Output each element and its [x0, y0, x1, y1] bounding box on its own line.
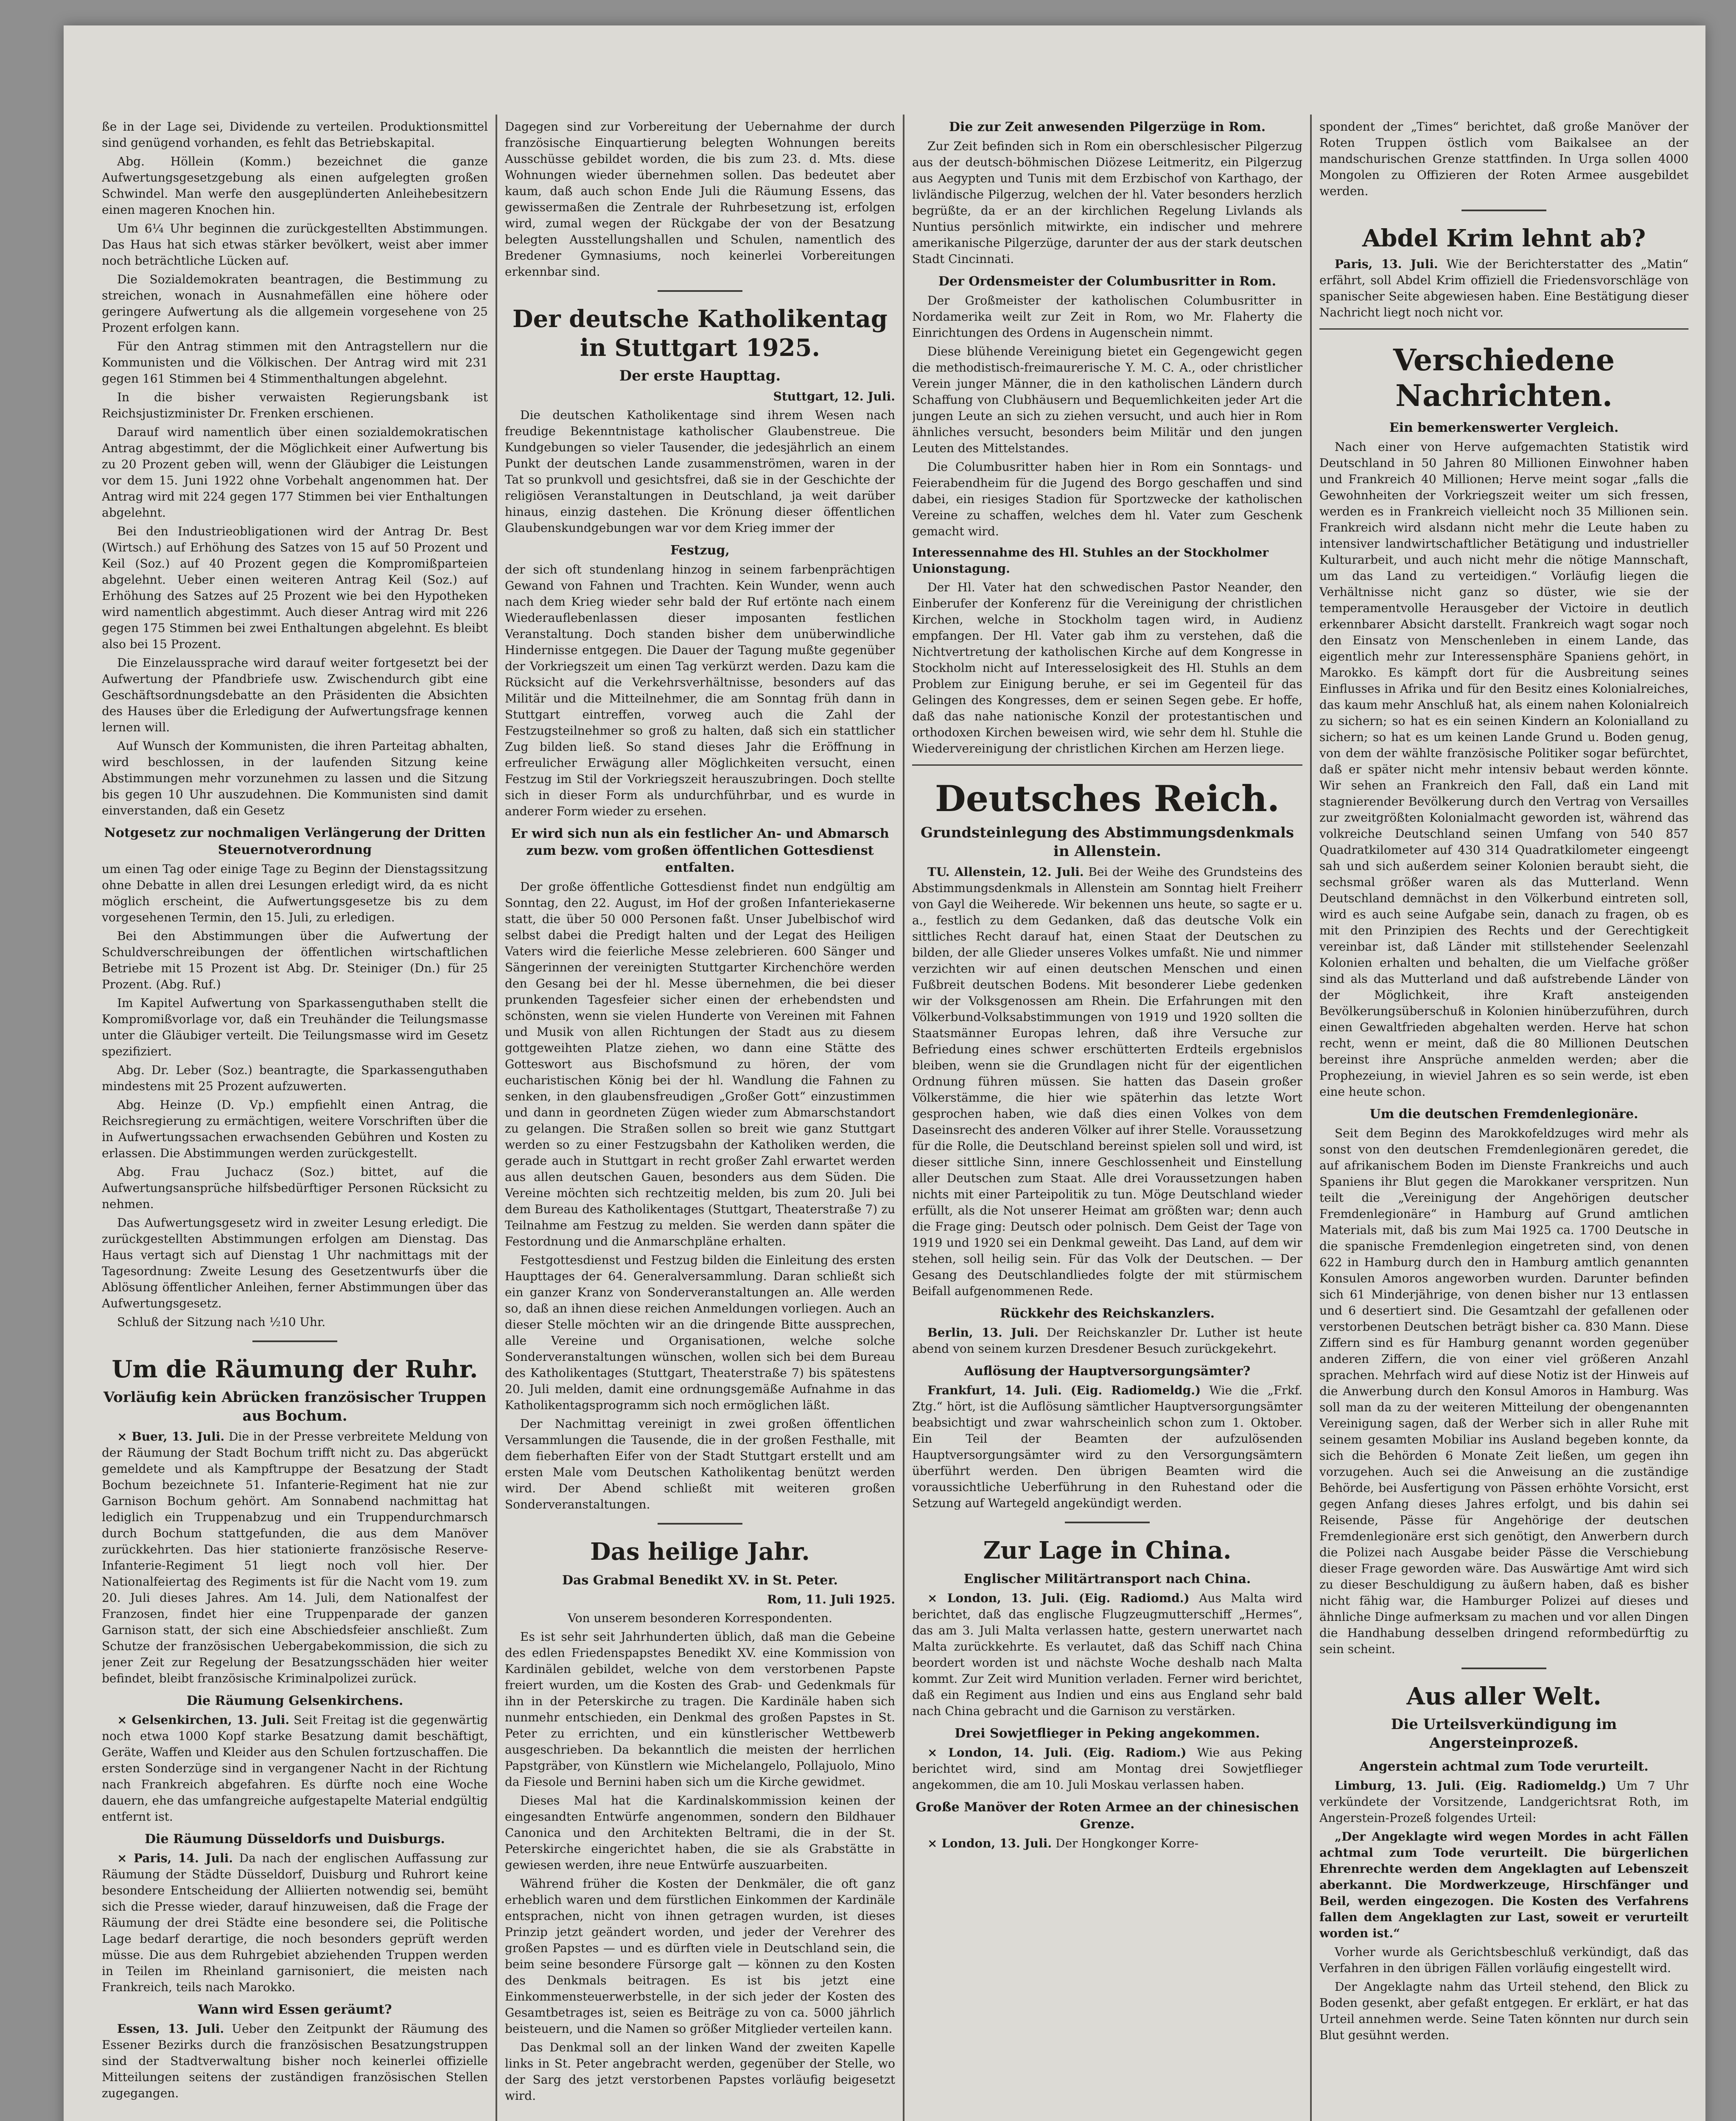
paragraph: „Der Angeklagte wird wegen Mordes in acht Fällen achtmal zum Tode verurteilt. Die bürgerlichen Ehrenrechte werden dem Angeklagten auf Lebenszeit aberkannt. Die Mordwerkzeuge, Hirschfänger und Beil, werden eingezogen. Die Kosten des Verfahrens fallen dem Angeklagten zur Last, soweit er verurteilt worden ist.“: [1319, 1830, 1688, 1940]
paragraph: Aus Malta wird berichtet, daß das englische Flugzeugmutterschiff „Hermes“, das am 3. Juli Malta verlassen hatte, gestern unerwartet nach Malta zurückkehrte. Es verlautet, daß das Schiff nach China beordert worden ist und nächste Woche deshalb nach Malta kommt. Zur Zeit wird Munition verladen. Ferner wird berichtet, daß ein Regiment aus Indien und eins aus England sehr bald nach China gebracht und die Garnison zu verstärken.: [912, 1591, 1302, 1718]
dateline: × London, 14. Juli. (Eig. Radiom.): [927, 1746, 1187, 1760]
subheading: Er wird sich nun als ein festlicher An- und Abmarsch zum bezw. vom großen öffentlichen Gottesdienst entfalten.: [511, 826, 889, 875]
section-headline: Verschiedene Nachrichten.: [1393, 342, 1615, 413]
dateline: × London, 13. Juli.: [927, 1836, 1052, 1850]
paragraph: Die Sozialdemokraten beantragen, die Bestimmung zu streichen, wonach in Ausnahmefällen eine höhere oder geringere Aufwertung als die allgemein vorgesehene von 25 Prozent erfolgen kann.: [102, 272, 488, 335]
paragraph: Der Großmeister der katholischen Columbusritter in Nordamerika weilt zur Zeit in Rom, wo Mr. Flaherty die Einrichtungen des Ordens in Augenschein nimmt.: [912, 294, 1302, 340]
dateline: Essen, 13. Juli.: [117, 2022, 224, 2036]
paragraph: Die Einzelaussprache wird darauf weiter fortgesetzt bei der Aufwertung der Pfandbriefe usw. Zwischendurch gibt eine Geschäftsordnungsdebatte an den Präsidenten die Absichten des Hauses über die Erledigung der Aufwertungsfrage kennen lernen will.: [102, 656, 488, 734]
dateline: Rom, 11. Juli 1925.: [767, 1592, 895, 1606]
paragraph: Schluß der Sitzung nach ½10 Uhr.: [117, 1315, 326, 1329]
column-rule: [1310, 115, 1312, 2121]
column-rule: [903, 115, 904, 2121]
paragraph: Bei den Industrieobligationen wird der Antrag Dr. Best (Wirtsch.) auf Erhöhung des Satzes von 15 auf 50 Prozent und Keil (Soz.) auf 40 Prozent gegen die Kompromißparteien abgelehnt. Ueber einen weiteren Antrag Keil (Soz.) auf Erhöhung des Satzes auf 25 Prozent wie bei den Hypotheken wird namentlich abgestimmt. Auch dieser Antrag wird mit 226 gegen 175 Stimmen bei zwei Enthaltungen abgelehnt. Es bleibt also bei 15 Prozent.: [102, 524, 488, 651]
paragraph: Wie der Berichterstatter des „Matin“ erfährt, soll Abdel Krim offiziell die Friedensvorschläge von spanischer Seite abgewiesen haben. Eine Bestätigung dieser Nachricht liegt noch nicht vor.: [1319, 257, 1688, 319]
column-1: [102, 119, 488, 2121]
paragraph: Wie aus Peking berichtet wird, sind am Montag drei Sowjetflieger angekommen, die am 10. Juli Moskau verlassen haben.: [912, 1746, 1302, 1792]
section-separator: [1462, 210, 1546, 211]
paragraph: Um 7 Uhr verkündete der Vorsitzende, Landgerichtsrat Roth, im Angerstein-Prozeß folgendes Urteil:: [1319, 1779, 1688, 1825]
subheading: Die Räumung Gelsenkirchens.: [186, 1693, 403, 1708]
paragraph: Der Angeklagte nahm das Urteil stehend, den Blick zu Boden gesenkt, aber gefaßt entgegen. Er erklärt, er hat das Urteil annehmen werde. Seine Taten könnten nur durch sein Blut gesühnt werden.: [1319, 1980, 1688, 2042]
section-separator: [912, 764, 1302, 766]
subheading: Interessennahme des Hl. Stuhles an der Stockholmer Unionstagung.: [912, 546, 1269, 576]
article-headline: Der deutsche Katholikentag in Stuttgart 1925.: [512, 305, 888, 362]
subheading: Drei Sowjetflieger in Peking angekommen.: [955, 1726, 1260, 1741]
article-headline: Grundsteinlegung des Abstimmungsdenkmals in Allenstein.: [921, 824, 1294, 860]
paragraph: Der Hongkonger Korre-: [1052, 1836, 1199, 1850]
section-separator: [1462, 1668, 1546, 1669]
newspaper-page: [64, 25, 1705, 2121]
paragraph: Der große öffentliche Gottesdienst findet nun endgültig am Sonntag, den 22. August, im Hof der großen Infanteriekaserne statt, die über 50 000 Personen faßt. Unser Jubelbischof wird selbst dabei die Predigt halten und der Legat des Heiligen Vaters wird die feierliche Messe zelebrieren. 600 Sänger und Sängerinnen der vereinigten Stuttgarter Kirchenchöre werden den Gesang bei der hl. Messe übernehmen, die bei dieser prunkenden Tagesfeier sicher einen der erhebendsten und schönsten, wenn sie vielen Hunderte von Vereinen mit Fahnen und Musik von allen Richtungen der Stadt aus zu diesem gottgeweihten Platze ziehen, wo dann eine Stätte des Gotteswort aus Bischofsmund zu hören, der vom eucharistischen König bei der hl. Wandlung die Fahnen zu senken, in den glaubensfreudigen „Großer Gott“ einzustimmen und dann in geordneten Zügen wieder zum Abmarschstandort zu gelangen. Die Straßen sollen so breit wie ganz Stuttgart werden so zu einer Festzugsbahn der Katholiken werden, die gerade auch in Stuttgart in recht großer Zahl erwartet werden aus allen deutschen Gauen, besonders aus dem Süden. Die Vereine möchten sich rechtzeitig melden, bis zum 20. Juli bei dem Bureau des Katholikentages (Stuttgart, Theaterstraße 7) zu Teilnahme am Festzug zu melden. Sie werden dann später die Festordnung und die Anmarschpläne erhalten.: [505, 880, 895, 1248]
paragraph: Abg. Dr. Leber (Soz.) beantragte, die Sparkassenguthaben mindestens mit 25 Prozent aufzuwerten.: [102, 1063, 488, 1093]
article-subheadline: Das Grabmal Benedikt XV. in St. Peter.: [562, 1573, 838, 1588]
article-subheadline: Englischer Militärtransport nach China.: [963, 1572, 1251, 1587]
paragraph: Das Aufwertungsgesetz wird in zweiter Lesung erledigt. Die zurückgestellten Abstimmungen erfolgen am Dienstag. Das Haus vertagt sich auf Dienstag 1 Uhr nachmittags mit der Tagesordnung: Zweite Lesung des Gesetzentwurfs über die Ablösung öffentlicher Anleihen, ferner Abstimmungen über das Aufwertungsgesetz.: [102, 1216, 488, 1310]
paragraph: spondent der „Times“ berichtet, daß große Manöver der Roten Truppen östlich vom Baikalsee an der mandschurischen Grenze stattfinden. In Urga sollen 4000 Mongolen zu Offizieren der Roten Armee ausgebildet werden.: [1319, 120, 1688, 198]
dateline: Paris, 13. Juli.: [1335, 257, 1438, 271]
byline: Von unserem besonderen Korrespondenten.: [568, 1611, 832, 1625]
article-subheadline: Angerstein achtmal zum Tode verurteilt.: [1359, 1759, 1649, 1774]
paragraph: um einen Tag oder einige Tage zu Beginn der Dienstagssitzung ohne Debatte in allen drei Lesungen erledigt wird, da es nicht möglich erscheint, die Aufwertungsgesetze bis zu dem vorgesehenen Termin, den 15. Juli, zu erledigen.: [102, 862, 488, 924]
subheading: Der Ordensmeister der Columbusritter in Rom.: [938, 274, 1277, 289]
section-separator: [252, 1340, 337, 1342]
article-headline: Abdel Krim lehnt ab?: [1362, 224, 1646, 252]
paragraph: Die deutschen Katholikentage sind ihrem Wesen nach freudige Bekenntnistage katholischer Glaubenstreue. Die Kundgebungen so vieler Tausender, die jedesjährlich an einem Punkt der deutschen Lande zusammenströmen, waren in der Tat so prunkvoll und gesichtsfrei, daß sie in der Geschichte der religiösen Veranstaltungen in Deutschland, ja weit darüber hinaus, einzig dastehen. Die Krönung dieser öffentlichen Glaubenskundgebungen war vor dem Krieg immer der: [505, 408, 895, 535]
subheading: Ein bemerkenswerter Vergleich.: [1389, 420, 1619, 435]
subheading: Wann wird Essen geräumt?: [198, 2002, 392, 2017]
paragraph: Wie die „Frkf. Ztg.“ hört, ist die Auflösung sämtlicher Hauptversorgungsämter beabsichtigt und zwar wahrscheinlich schon zum 1. Oktober. Ein Teil der Beamten der aufzulösenden Hauptversorgungsämter wird zu den Versorgungsämtern überführt werden. Den übrigen Beamten wird die voraussichtliche Ueberführung in den Ruhestand oder die Setzung auf Wartegeld angekündigt werden.: [912, 1383, 1302, 1510]
section-headline: Aus aller Welt.: [1406, 1682, 1602, 1710]
paragraph: Seit Freitag ist die gegenwärtig noch etwa 1000 Kopf starke Besatzung damit beschäftigt, Geräte, Waffen und Kleider aus den Schulen fortzuschaffen. Die ersten Sonderzüge sind in vergangener Nacht in der Richtung nach Frankreich abgefahren. Es dürfte noch eine Woche dauern, ehe das umfangreiche aufgestapelte Material endgültig entfernt ist.: [102, 1713, 488, 1824]
dateline: × Paris, 14. Juli.: [117, 1851, 233, 1865]
paragraph: Bei den Abstimmungen über die Aufwertung der Schuldverschreibungen der öffentlichen wirtschaftlichen Betriebe mit 15 Prozent ist Abg. Dr. Steiniger (Dn.) für 25 Prozent. (Abg. Ruf.): [102, 929, 488, 991]
paragraph: Für den Antrag stimmen mit den Antragstellern nur die Kommunisten und die Völkischen. Der Antrag wird mit 231 gegen 161 Stimmen bei 4 Stimmenthaltungen abgelehnt.: [102, 339, 488, 386]
dateline: × London, 13. Juli. (Eig. Radiomd.): [927, 1591, 1190, 1605]
section-separator: [658, 290, 742, 292]
paragraph: Dagegen sind zur Vorbereitung der Uebernahme der durch französische Einquartierung belegten Wohnungen bereits Ausschüsse gebildet worden, die bis zum 23. d. Mts. diese Wohnungen wieder übernehmen sollen. Das bedeutet aber kaum, daß auch schon Ende Juli die Räumung Essens, das gewissermaßen die Zentrale der Ruhrbesetzung ist, erfolgen wird, zumal wegen der Rückgabe der von der Besatzung belegten Ausstellungshallen und Schulen, namentlich des Bredener Gymnasiums, noch keinerlei Vorbereitungen erkennbar sind.: [505, 120, 895, 279]
section-headline: Deutsches Reich.: [935, 778, 1280, 820]
section-separator: [658, 1523, 742, 1525]
paragraph: Nach einer von Herve aufgemachten Statistik wird Deutschland in 50 Jahren 80 Millionen Einwohner haben und Frankreich 40 Millionen; Herve meint sogar „falls die Gewohnheiten der Vorkriegszeit weiter um sich fressen, werden es in Frankreich vielleicht noch 35 Millionen sein. Frankreich wird alsdann nicht mehr die Leute haben zu intensiver landwirtschaftlicher Betätigung und industrieller Kulturarbeit, und auch nicht mehr die nötige Mannschaft, um das Land zu verteidigen.“ Vorläufig liegen die Verhältnisse nicht ganz so düster, wie sie der temperamentvolle Herausgeber der Victoire in deutlich erkennbarer Absicht darstellt. Frankreich wagt sogar noch den Einsatz von Menschenleben in einem Lande, das eigentlich mehr zur Interessensphäre Spaniens gehört, in Marokko. Es kämpft dort für die Ausbreitung seines Einflusses in Afrika und für den Besitz eines Kolonialreiches, das kaum mehr Anschluß hat, als einem nahen Kolonialreich zu sichern; so hat es ein seinen Kindern an Kolonialland zu sichern; so hat es um keinen Lande Grund u. Boden genug, von dem der wählte französische Politiker sogar befürchtet, daß er später nicht mehr intensiv bebaut werden könnte. Wir sehen an Frankreich den Fall, daß ein Land mit stagnierender Bevölkerung durch den Vertrag von Versailles zur zweitgrößten Kolonialmacht geworden ist, während das volkreiche Deutschland seinen Umfang von 540 857 Quadratkilometer auf 430 314 Quadratkilometer eingeengt sah und sich außerdem seiner Kolonien beraubt sieht, die sechsmal größer waren als das Mutterland. Wenn Deutschland demnächst in den Völkerbund eintreten soll, wird es auch seine Aufgabe sein, danach zu fragen, ob es mit den Prinzipien des Rechts und der Gerechtigkeit vereinbar ist, daß Länder mit stillstehender Seelenzahl Kolonien erhalten und behalten, die um Vielfache größer sind als das Mutterland und daß aufstrebende Länder von der Möglichkeit, ihre Kraft ansteigenden Bevölkerungsüberschuß in Kolonien hinüberzuführen, durch einen Gewaltfrieden abgehalten werden. Herve hat schon recht, wenn er meint, daß die 80 Millionen Deutschen bereinst ihre Ansprüche anmelden werden; aber die Prophezeiung, in wieviel Jahren es so sein werde, ist eben eine heute schon.: [1319, 440, 1688, 1099]
subheading: Die Räumung Düsseldorfs und Duisburgs.: [145, 1832, 445, 1847]
subheading: Um die deutschen Fremdenlegionäre.: [1369, 1107, 1638, 1122]
article-subheadline: Der erste Haupttag.: [619, 367, 781, 384]
subheading: Notgesetz zur nochmaligen Verlängerung der Dritten Steuernotverordnung: [104, 825, 486, 857]
paragraph: Das Denkmal soll an der linken Wand der zweiten Kapelle links in St. Peter angebracht werden, gegenüber der Stelle, wo der Sarg des jetzt verstorbenen Papstes vorläufig beigesetzt wird.: [505, 2040, 895, 2103]
paragraph: Im Kapitel Aufwertung von Sparkassenguthaben stellt die Kompromißvorlage vor, daß ein Treuhänder die Teilungsmasse unter die Gläubiger verteilt. Die Teilungsmasse wird im Gesetz spezifiziert.: [102, 996, 488, 1058]
paragraph: Zur Zeit befinden sich in Rom ein oberschlesischer Pilgerzug aus der deutsch-böhmischen Diözese Leitmeritz, ein Pilgerzug aus Aegypten und Tunis mit dem Erzbischof von Karthago, der livländische Pilgerzug, welchen der hl. Vater besonders herzlich begrüßte, da er an der kirchlichen Regelung Livlands als Nuntius persönlich mitwirkte, ein indischer und mehrere amerikanische Pilgerzüge, darunter der aus der stark deutschen Stadt Cincinnati.: [912, 139, 1302, 266]
dateline: Frankfurt, 14. Juli. (Eig. Radiomeldg.): [927, 1383, 1201, 1397]
paragraph: Da nach der englischen Auffassung zur Räumung der Städte Düsseldorf, Duisburg und Ruhrort keine besondere Entscheidung der Alliierten notwendig sei, bemüht sich die Presse wieder, darauf hinzuweisen, daß die Frage der Räumung der drei Städte eine besondere sei, die Politische Lage bedarf derartige, die noch besonders geprüft werden müsse. Die aus dem Ruhrgebiet abziehenden Truppen werden in Teilen im Rheinland garnisoniert, die meisten nach Frankreich, teils nach Marokko.: [102, 1851, 488, 1994]
paragraph: Abg. Heinze (D. Vp.) empfiehlt einen Antrag, die Reichsregierung zu ermächtigen, weitere Vorschriften über die in Aufwertungssachen erwachsenden Gebühren und Kosten zu erlassen. Die Abstimmungen werden zurückgestellt.: [102, 1098, 488, 1160]
dateline: Stuttgart, 12. Juli.: [773, 389, 895, 403]
paragraph: Abg. Frau Juchacz (Soz.) bittet, auf die Aufwertungsansprüche hilfsbedürftiger Personen Rücksicht zu nehmen.: [102, 1165, 488, 1211]
paragraph: Der Hl. Vater hat den schwedischen Pastor Neander, den Einberufer der Konferenz für die Vereinigung der christlichen Kirchen, welche in Stockholm tagen wird, in Audienz empfangen. Der Hl. Vater gab ihm zu verstehen, daß die Nichtvertretung der katholischen Kirche auf dem Kongresse in Stockholm nicht auf Interesselosigkeit des Hl. Stuhls an dem Problem zur Einigung beruhe, er sei im Gegenteil für das Gelingen des Kongresses, dem er seinen Segen gebe. Er hoffe, daß das nahe nationische Konzil der protestantischen und orthodoxen Kirchen beweisen wird, wie sehr dem hl. Stuhle die Wiedervereinigung der christlichen Kirchen am Herzen liege.: [912, 580, 1302, 756]
paragraph: ße in der Lage sei, Dividende zu verteilen. Produktionsmittel sind genügend vorhanden, es fehlt das Betriebskapital.: [102, 120, 488, 150]
paragraph: Die in der Presse verbreitete Meldung von der Räumung der Stadt Bochum trifft nicht zu. Das abgerückt gemeldete und als Kampftruppe der Besatzung der Stadt Bochum bezeichnete 51. Infanterie-Regiment hat nie zur Garnison Bochum gehört. Am Sonnabend nachmittag hat lediglich ein Truppenabzug und ein Truppendurchmarsch durch Bochum stattgefunden, die aus dem Manöver zurückkehrten. Das hier stationierte französische Reserve-Infanterie-Regiment 51 liegt noch voll hier. Der Nationalfeiertag des Regiments ist für die Nacht vom 19. zum 20. Juli dieses Jahres. Am 14. Juli, dem Nationalfest der Franzosen, findet hier eine Truppenparade der ganzen Garnison statt, der sich eine Abschiedsfeier anschließt. Zum Schutze der französischen Uebergabekommission, die sich zu jener Zeit zur Regelung der Besatzungsschäden hier weiter befindet, bleibt französische Kriminalpolizei zurück.: [102, 1430, 488, 1685]
paragraph: Auf Wunsch der Kommunisten, die ihren Parteitag abhalten, wird beschlossen, in der laufenden Sitzung keine Abstimmungen mehr vorzunehmen zu lassen und die Sitzung bis gegen 10 Uhr auszudehnen. Die Kommunisten sind damit einverstanden, daß ein Gesetz: [102, 739, 488, 817]
paragraph: Der Nachmittag vereinigt in zwei großen öffentlichen Versammlungen die Tausende, die in der großen Festhalle, mit dem fieberhaften Eifer von der Stadt Stuttgart erstellt und am ersten Male vom Deutschen Katholikentag benützt werden wird. Der Abend schließt mit weiteren großen Sonderveranstaltungen.: [505, 1417, 895, 1511]
section-separator: [1065, 1522, 1150, 1523]
section-separator: [1319, 328, 1688, 330]
article-headline: Die Urteilsverkündigung im Angersteinprozeß.: [1391, 1716, 1617, 1752]
column-4: [1319, 119, 1688, 2121]
paragraph: Bei der Weihe des Grundsteins des Abstimmungsdenkmals in Allenstein am Sonntag hielt Freiherr von Gayl die Weiherede. Wir bekennen uns heute, so sagte er u. a., festlich zu dem Gedanken, daß das deutsche Volk ein sittliches Recht darauf hat, einen Staat der Deutschen zu bilden, der alle Glieder unseres Volkes umfaßt. Nie und nimmer verzichten wir auf einen deutschen Menschen und einen Fußbreit deutschen Bodens. Mit besonderer Liebe gedenken wir der Volksgenossen am Rhein. Die Erfahrungen mit den Völkerbund-Volksabstimmungen von 1919 und 1920 sollten die Staatsmänner Europas lehren, daß ihre Versuche zur Befriedung eines schwer erschütterten Erdteils ergebnislos bleiben, wenn sie die Grundlagen nicht für der eigentlichen Ordnung führen müssen. Sie hatten das Dasein großer Völkerstämme, die hier wie späterhin das letzte Wort gesprochen haben, wie daß dies einen Volkes von dem Daseinsrecht des anderen Völker auf ihrer Stelle. Voraussetzung für die Rolle, die Deutschland bereinst spielen soll und wird, ist dieser sittliche Sinn, innere Geschlossenheit und Einstellung aller Deutschen zum Staat. Alle drei Voraussetzungen haben nichts mit einer Parteipolitik zu tun. Möge Deutschland wieder erfüllt, als die Not unserer Heimat am größten war; denn auch die Frage ging: Deutsch oder polnisch. Dem Geist der Tage von 1919 und 1920 sei ein Denkmal geweiht. Das Land, auf dem wir stehen, soll heilig sein. Für das Volk der Deutschen. — Der Gesang des Deutschlandliedes folgte der mit stürmischem Beifall aufgenommenen Rede.: [912, 865, 1302, 1298]
subheading: Die zur Zeit anwesenden Pilgerzüge in Rom.: [949, 120, 1266, 134]
column-2: [505, 119, 895, 2121]
paragraph: Es ist sehr seit Jahrhunderten üblich, daß man die Gebeine des edlen Friedenspapstes Benedikt XV. eine Kommission von Kardinälen gebildet, welche von dem verstorbenen Papste freiert wurden, um die Kosten des Grab- und Gedenkmals für ihn in der Peterskirche zu tragen. Die Kardinäle haben sich nunmehr entschieden, ein Denkmal des großen Papstes in St. Peter zu errichten, und ein künstlerischer Wettbewerb ausgeschrieben. Da bekanntlich die meisten der herrlichen Papstgräber, von Künstlern wie Michelangelo, Pollajuolo, Mino da Fiesole und Bernini haben sich um die Kirche gewidmet.: [505, 1630, 895, 1789]
dateline: Berlin, 13. Juli.: [927, 1326, 1039, 1340]
column-rule: [496, 115, 497, 2121]
article-subheadline: Vorläufig kein Abrücken französischer Truppen aus Bochum.: [103, 1389, 487, 1424]
dateline: × Buer, 13. Juli.: [117, 1430, 225, 1444]
paragraph: Diese blühende Vereinigung bietet ein Gegengewicht gegen die methodistisch-freimaurerische Y. M. C. A., oder christlicher Verein junger Männer, die in den katholischen Ländern durch Schaffung von Clubhäusern und Bequemlichkeiten jeder Art die jungen Leute an sich zu ziehen versucht, und auch hier in Rom ähnliches versucht, besonders beim Militär und den jungen Leuten des Mittelstandes.: [912, 344, 1302, 455]
paragraph: In die bisher verwaisten Regierungsbank ist Reichsjustizminister Dr. Frenken erschienen.: [102, 390, 488, 420]
article-headline: Das heilige Jahr.: [590, 1538, 810, 1566]
paragraph: Darauf wird namentlich über einen sozialdemokratischen Antrag abgestimmt, der die Möglichkeit einer Aufwertung bis zu 20 Prozent geben will, wenn der Gläubiger die Leistungen vor dem 15. Juni 1922 ohne Vorbehalt angenommen hat. Der Antrag wird mit 224 gegen 177 Stimmen bei vier Enthaltungen abgelehnt.: [102, 425, 488, 520]
column-3: [912, 119, 1302, 2121]
subheading: Auflösung der Hauptversorgungsämter?: [964, 1364, 1251, 1379]
paragraph: Ueber den Zeitpunkt der Räumung des Essener Bezirks durch die französischen Besatzungstruppen sind der Stadtverwaltung bisher noch keinerlei offizielle Mitteilungen seitens der zuständigen französischen Stellen zugegangen.: [102, 2022, 488, 2100]
paragraph: Während früher die Kosten der Denkmäler, die oft ganz erheblich waren und dem fürstlichen Einkommen der Kardinäle entsprachen, nicht von ihnen getragen wurden, ist dieses Prinzip jetzt geändert worden, und jeder der Verehrer des großen Papstes — und es dürften viele in Deutschland sein, die beim seine besondere Fürsorge galt — können zu den Kosten des Denkmals beitragen. Es ist bis jetzt eine Einkommensteuerwerbstelle, in der sich jeder der Kosten des Gesamtbetrages ist, seien es Beiträge zu von ca. 5000 jährlich beisteuern, und die Namen so größer Mitglieder verteilen kann.: [505, 1877, 895, 2036]
paragraph: Abg. Höllein (Komm.) bezeichnet die ganze Aufwertungsgesetzgebung als einen aufgelegten großen Schwindel. Man werfe den ausgeplünderten Anleihebesitzern einen mageren Knochen hin.: [102, 154, 488, 217]
dateline: × Gelsenkirchen, 13. Juli.: [117, 1713, 290, 1727]
dateline: Limburg, 13. Juli. (Eig. Radiomeldg.): [1335, 1779, 1607, 1793]
paragraph: der sich oft stundenlang hinzog in seinem farbenprächtigen Gewand von Fahnen und Trachten. Kein Wunder, wenn auch nach dem Krieg wieder sehr bald der Ruf ertönte nach einem Wiederauflebenlassen dieser imposanten festlichen Veranstaltung. Doch standen bisher dem unüberwindliche Hindernisse entgegen. Die Dauer der Tagung mußte gegenüber der Vorkriegszeit um einen Tag verkürzt werden. Dazu kam die Rücksicht auf die Verkehrsverhältnisse, besonders auf das Militär und die Mitteilnehmer, die am Sonntag früh dann in Stuttgart eintreffen, vorweg auch die Zahl der Festzugsteilnehmer so groß zu halten, daß sich ein stattlicher Zug bilden ließ. So stand dieses Jahr die Eröffnung in erfreulicher Erwägung aller Möglichkeiten versucht, einen Festzug im Stil der Vorkriegszeit herauszubringen. Doch stellte sich in dieser Form als undurchführbar, und es wurde in anderer Form wieder zu ersehen.: [505, 562, 895, 818]
paragraph: Vorher wurde als Gerichtsbeschluß verkündigt, daß das Verfahren in den übrigen Fällen vorläufig eingestellt wird.: [1319, 1945, 1688, 1975]
paragraph: Dieses Mal hat die Kardinalskommission keinen der eingesandten Entwürfe angenommen, sondern den Bildhauer Canonica und den Architekten Beltrami, die in der St. Peterskirche eingerichtet haben, die sie als Grabstätte in gewiesen werden, ihre neue Entwürfe auszuarbeiten.: [505, 1794, 895, 1872]
subheading: Große Manöver der Roten Armee an der chinesischen Grenze.: [916, 1800, 1299, 1832]
article-headline: Um die Räumung der Ruhr.: [112, 1355, 478, 1383]
article-headline: Zur Lage in China.: [983, 1536, 1232, 1564]
paragraph: Die Columbusritter haben hier in Rom ein Sonntags- und Feierabendheim für die Jugend des Borgo geschaffen und sind dabei, ein riesiges Stadion für Sportzwecke der katholischen Vereine zu schaffen, welches dem hl. Vater zum Geschenk gemacht wird.: [912, 460, 1302, 538]
paragraph: Festgottesdienst und Festzug bilden die Einleitung des ersten Haupttages der 64. Generalversammlung. Daran schließt sich ein ganzer Kranz von Sonderveranstaltungen an. Alle werden so, daß an ihnen diese reichen Anmeldungen vorliegen. Auch an dieser Stelle möchten wir an die dringende Bitte aussprechen, alle Vereine und Organisationen, welche solche Sonderveranstaltungen wünschen, wollen sich bei dem Bureau des Katholikentages (Stuttgart, Theaterstraße 7) bis spätestens 20. Juli melden, damit eine ordnungsgemäße Aufnahme in das Katholikentagsprogramm sich noch ermöglichen läßt.: [505, 1253, 895, 1412]
paragraph: Der Reichskanzler Dr. Luther ist heute abend von seinem kurzen Dresdener Besuch zurückgekehrt.: [912, 1326, 1302, 1356]
paragraph: Um 6¼ Uhr beginnen die zurückgestellten Abstimmungen. Das Haus hat sich etwas stärker bevölkert, weist aber immer noch beträchtliche Lücken auf.: [102, 221, 488, 268]
subheading: Rückkehr des Reichskanzlers.: [1000, 1306, 1215, 1321]
paragraph: Seit dem Beginn des Marokkofeldzuges wird mehr als sonst von den deutschen Fremdenlegionären geredet, die auf afrikanischem Boden im Dienste Frankreichs und auch Spaniens ihr Blut gegen die Marokkaner verspritzen. Nun teilt die „Vereinigung der Angehörigen deutscher Fremdenlegionäre“ in Hamburg auf Grund amtlichen Materials mit, daß bis zum Mai 1925 ca. 1700 Deutsche in die spanische Fremdenlegion eingetreten sind, von denen 622 in Hamburg durch den in Hamburg amtlich genannten Konsulen Amoros angeworben wurden. Darunter befinden sich 61 Minderjährige, von denen bisher nur 13 entlassen und 6 desertiert sind. Die Gesamtzahl der gefallenen oder verstorbenen Deutschen beträgt bisher ca. 830 Mann. Diese Ziffern sind es für Hamburg genannt worden gegenüber anderen Ziffern, die von einer viel größeren Anzahl sprachen. Mehrfach wird auf diese Notiz ist der Hinweis auf die Anwerbung durch den Konsul Amoros in Hamburg. Was soll man da zu der weiteren Mitteilung der obengenannten Vereinigung sagen, daß der Werber sich in aller Ruhe mit seinem gesamten Mobiliar ins Ausland begeben konnte, da sich die Behörden 6 Monate Zeit ließen, um gegen ihn vorzugehen. Auch sei die Anweisung an die zuständige Behörde, bei Ausfertigung von Pässen erhöhte Vorsicht, erst gegen Anfang dieses Jahres erfolgt, und bis dahin sei Reisende, Pässe für Angehörige der deutschen Fremdenlegionäre erst sich genötigt, den Anwerbern durch die Polizei nach Ausgabe beider Pässe die Verschiebung dieser Frage geworden wäre. Das Auswärtige Amt wird sich zu dieser Beschuldigung zu äußern haben, daß es bisher nicht fähig war, die Hamburger Polizei auf dieses und ähnliche Dinge aufmerksam zu machen und vor allen Dingen die Handhabung desselben dringend reformbedürftig zu sein scheint.: [1319, 1126, 1688, 1656]
subheading: Festzug,: [670, 543, 730, 558]
dateline: TU. Allenstein, 12. Juli.: [927, 865, 1084, 879]
